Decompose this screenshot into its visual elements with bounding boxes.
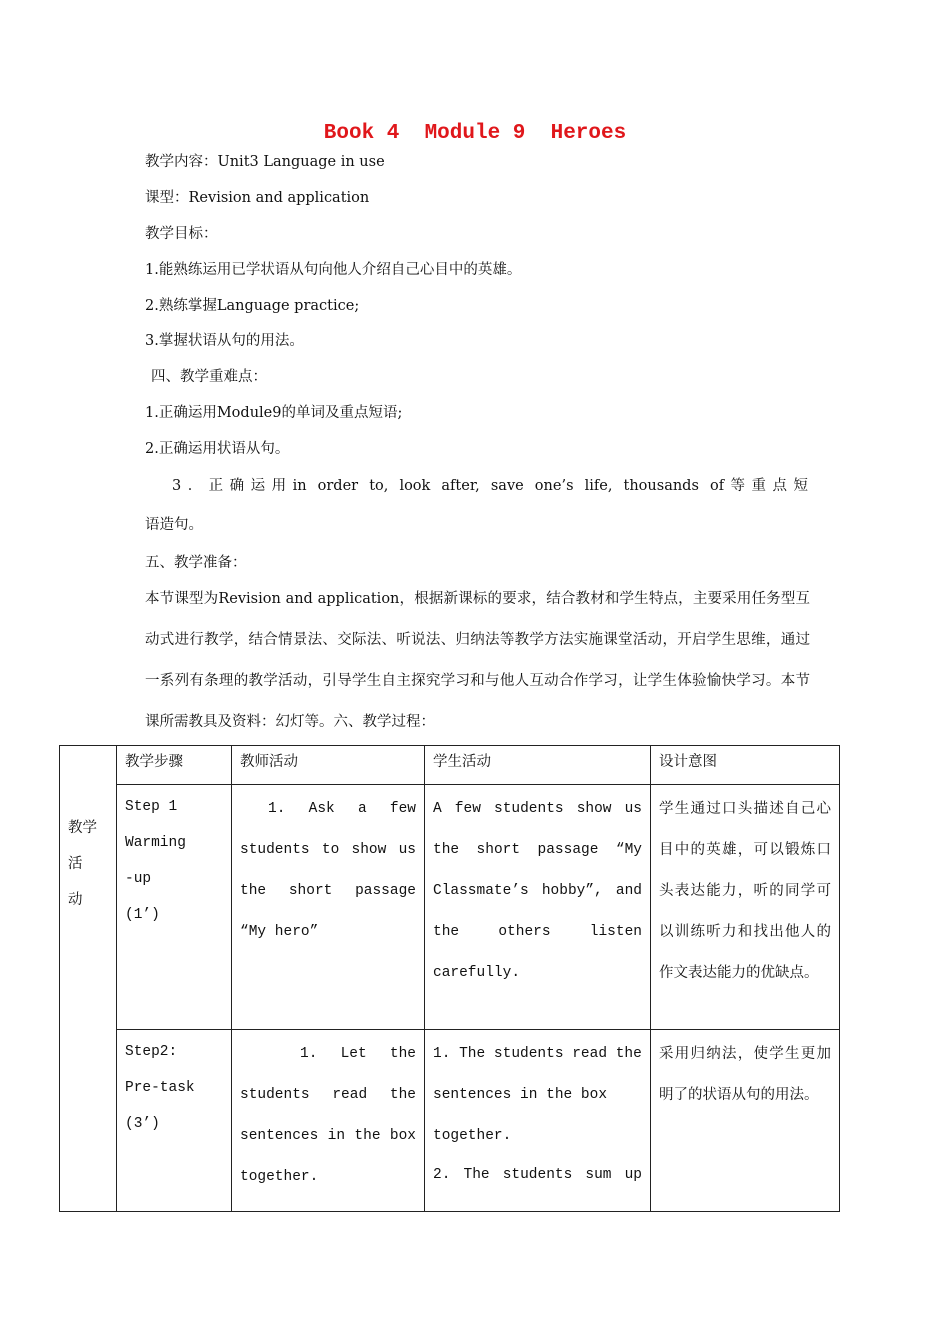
side-label-cell	[60, 746, 117, 1212]
side-label-3: 动	[68, 892, 83, 908]
step-line: (1’)	[125, 907, 160, 923]
prep-paragraph: 本节课型为Revision and application，根据新课标的要求，结合教材和学生特点，主要采用任务型互动式进行教学，结合情景法、交际法、听说法、归纳法等教学方法实施课堂活动，开启学生思维，通过一系列有条理的教学活动，引导学生自主探究学习和与他人互动合作学习，让学生体验愉快学习。本节课所需教具及资料：幻灯等。六、教学过程：	[145, 591, 810, 730]
header-intent: 设计意图	[651, 746, 840, 785]
lesson-type: 课型：Revision and application	[145, 190, 370, 206]
student-activity-2: 2. The students sum up	[433, 1167, 642, 1183]
step-cell	[117, 1030, 232, 1212]
design-intent: 采用归纳法，使学生更加明了的状语从句的用法。	[651, 1030, 840, 1212]
goal-1: 1.能熟练运用已学状语从句向他人介绍自己心目中的英雄。	[145, 262, 522, 278]
keypoints-heading: 四、教学重难点：	[151, 369, 267, 385]
document-title: Book 4 Module 9 Heroes	[323, 122, 627, 145]
header-teacher: 教师活动	[232, 746, 425, 785]
step-line: -up	[125, 871, 152, 887]
step-line: Step2:	[125, 1044, 178, 1060]
step-line: (3’)	[125, 1116, 160, 1132]
header-student: 学生活动	[425, 746, 651, 785]
table-row	[60, 1030, 840, 1212]
header-step: 教学步骤	[117, 746, 232, 785]
goal-3: 3.掌握状语从句的用法。	[145, 333, 304, 349]
student-activity: A few students show us the short passage “My Classmate’s hobby”, and the others listen carefully.	[425, 785, 651, 1030]
keypoint-3-cont: 语造句。	[145, 517, 203, 533]
teaching-content: 教学内容：Unit3 Language in use	[145, 154, 385, 170]
goals-heading: 教学目标：	[145, 226, 218, 242]
keypoint-3: 3．正确运用in order to, look after, save one’s life, thousands of等重点短	[172, 478, 808, 494]
teacher-activity: 1. Ask a few students to show us the short passage “My hero”	[232, 785, 425, 1030]
table-row	[60, 785, 840, 1030]
goal-2: 2.熟练掌握Language practice;	[145, 298, 360, 314]
side-label-2: 活	[68, 856, 83, 872]
design-intent: 学生通过口头描述自己心目中的英雄，可以锻炼口头表达能力，听的同学可以训练听力和找出他人的作文表达能力的优缺点。	[651, 785, 840, 1030]
step-line: Step 1	[125, 799, 178, 815]
side-label-1: 教学	[68, 820, 97, 836]
teacher-activity: 1. Let the students read the sentences in the box together.	[232, 1030, 425, 1212]
table-header-row	[60, 746, 840, 785]
keypoint-2: 2.正确运用状语从句。	[145, 441, 290, 457]
step-cell	[117, 785, 232, 1030]
step-line: Warming	[125, 835, 186, 851]
student-activity: 1. The students read the sentences in the box together.	[433, 1046, 642, 1144]
teaching-process-table	[59, 745, 840, 1212]
student-activity-cell	[425, 1030, 651, 1212]
prep-heading: 五、教学准备：	[145, 555, 247, 571]
keypoint-1: 1.正确运用Module9的单词及重点短语;	[145, 405, 403, 421]
step-line: Pre-task	[125, 1080, 195, 1096]
